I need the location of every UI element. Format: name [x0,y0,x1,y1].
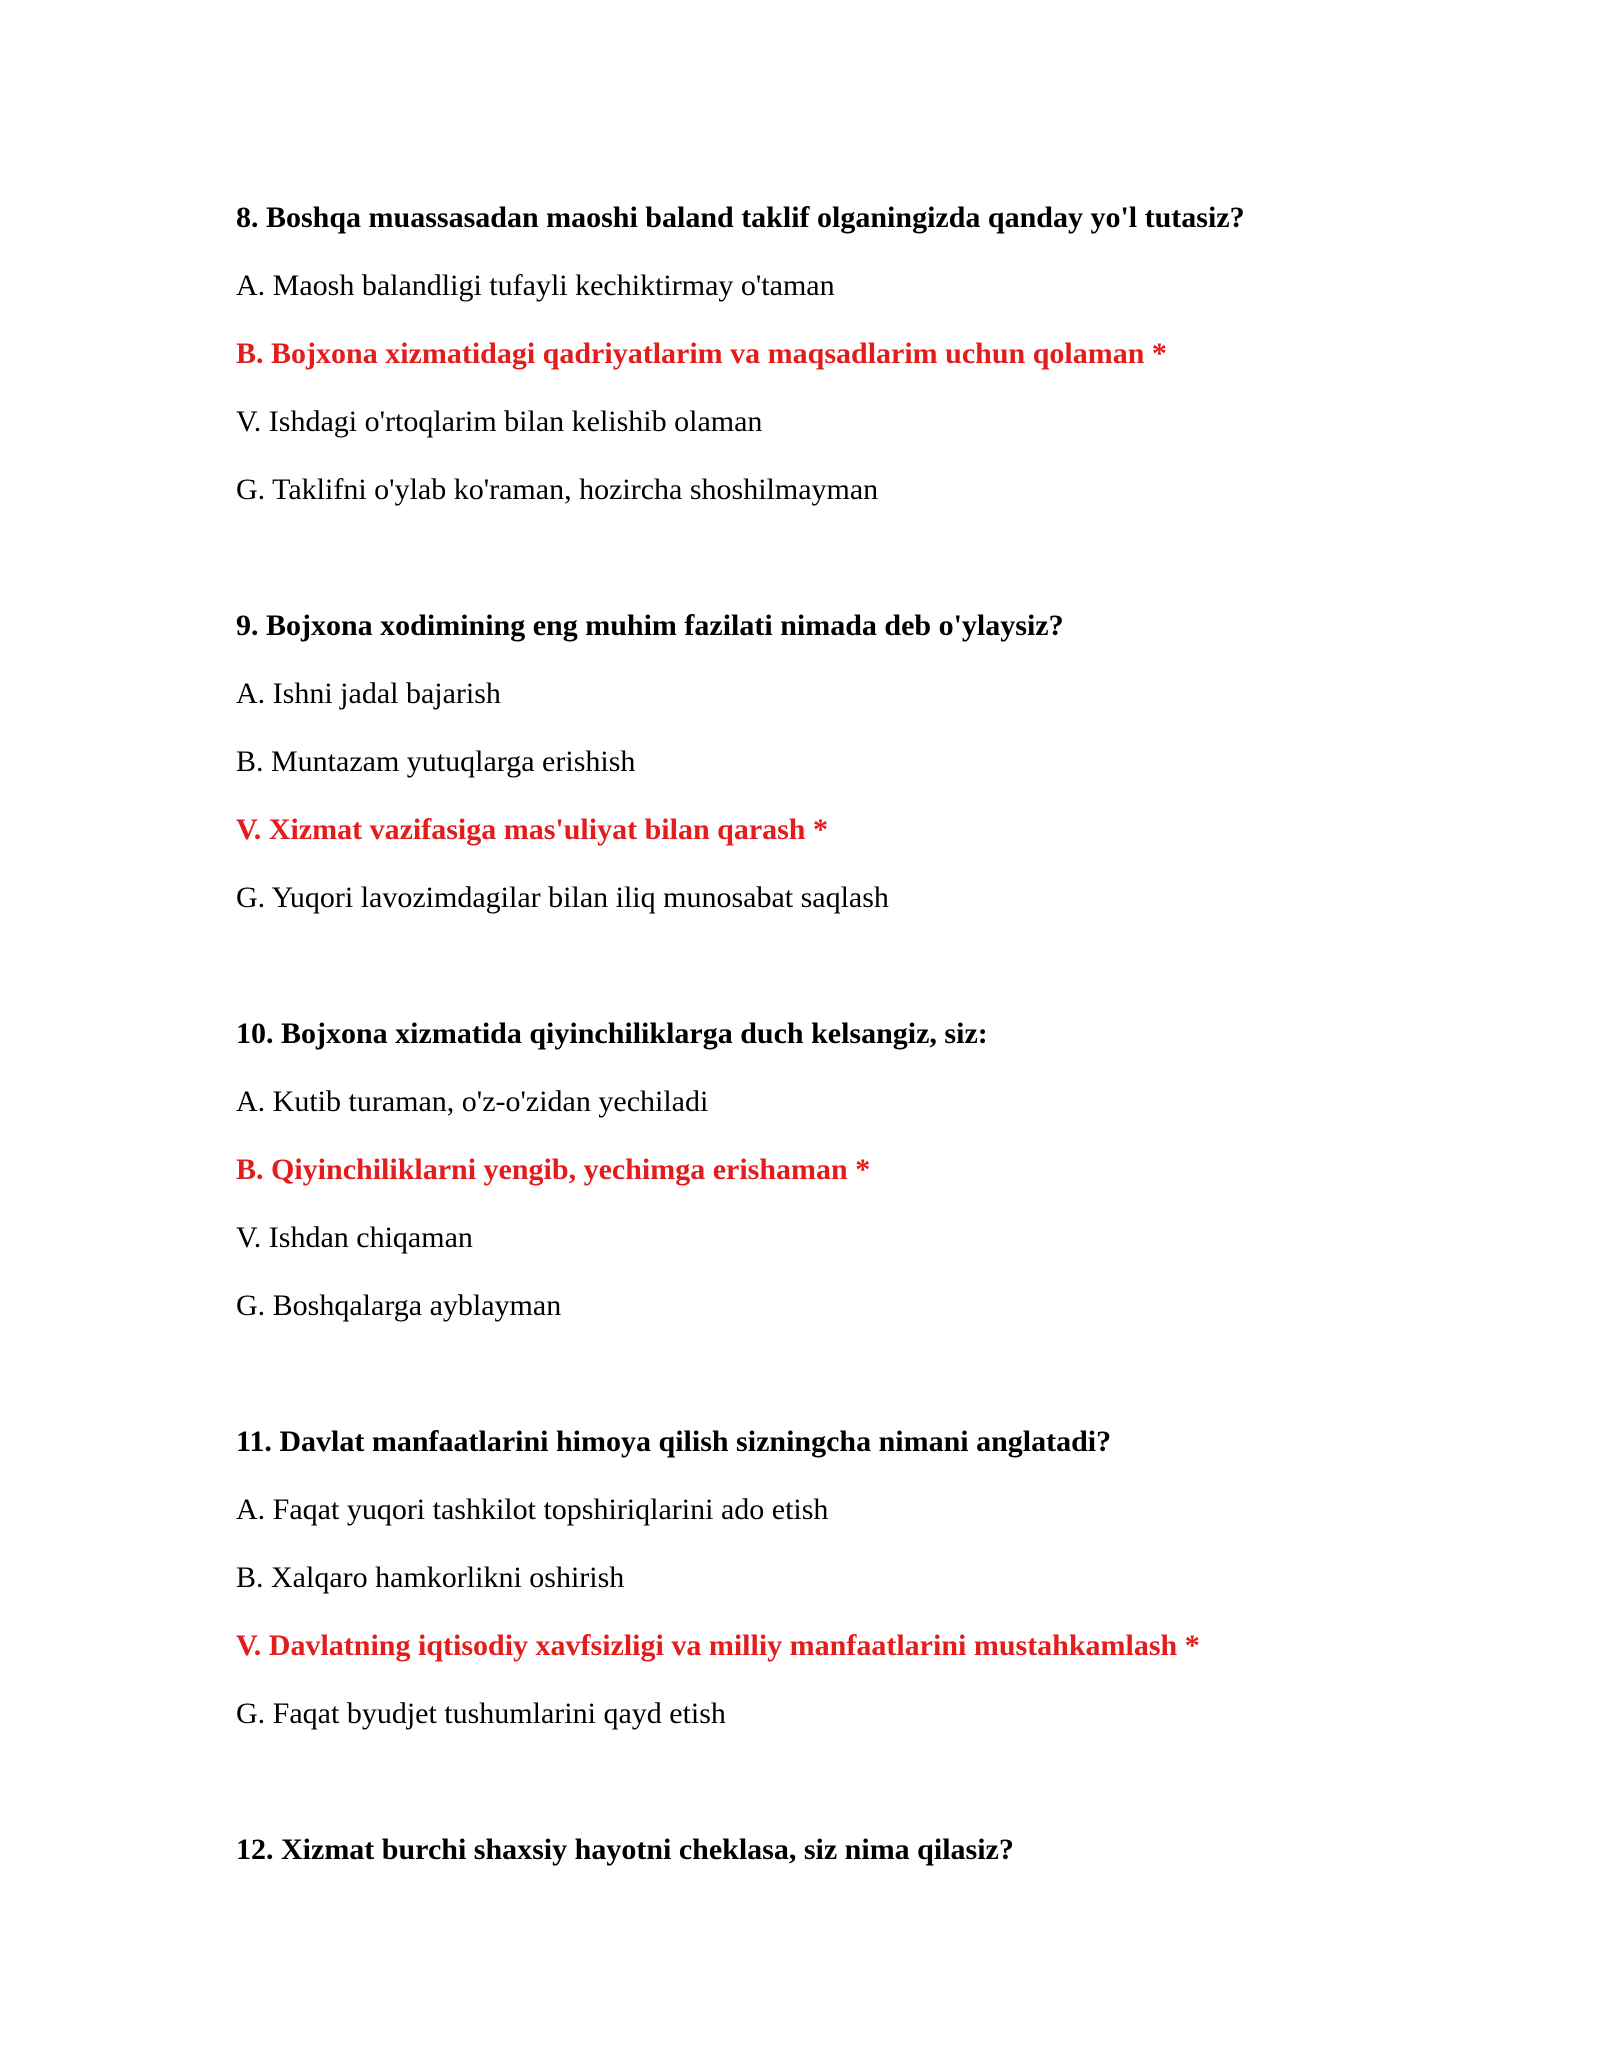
answer-option-g: G. Boshqalarga ayblayman [236,1289,562,1322]
answer-option-v-correct: V. Davlatning iqtisodiy xavfsizligi va milliy manfaatlarini mustahkamlash * [236,1629,1200,1662]
answer-option-b: B. Muntazam yutuqlarga erishish [236,745,636,778]
question-title: 8. Boshqa muassasadan maoshi baland taklif olganingizda qanday yo'l tutasiz? [236,201,1245,234]
question-title: 9. Bojxona xodimining eng muhim fazilati nimada deb o'ylaysiz? [236,609,1064,642]
question-title: 12. Xizmat burchi shaxsiy hayotni cheklasa, siz nima qilasiz? [236,1833,1014,1866]
answer-option-a: A. Kutib turaman, o'z-o'zidan yechiladi [236,1085,709,1118]
answer-option-a: A. Maosh balandligi tufayli kechiktirmay o'taman [236,269,835,302]
question-block-10 [236,1000,1436,1340]
answer-option-b-correct: B. Bojxona xizmatidagi qadriyatlarim va maqsadlarim uchun qolaman * [236,337,1167,370]
answer-option-b-correct: B. Qiyinchiliklarni yengib, yechimga erishaman * [236,1153,871,1186]
question-block-12 [236,1816,1436,1884]
answer-option-a: A. Ishni jadal bajarish [236,677,501,710]
answer-option-v: V. Ishdan chiqaman [236,1221,473,1254]
answer-option-g: G. Taklifni o'ylab ko'raman, hozircha shoshilmayman [236,473,879,506]
document-content [236,184,1436,1884]
answer-option-v: V. Ishdagi o'rtoqlarim bilan kelishib olaman [236,405,763,438]
answer-option-b: B. Xalqaro hamkorlikni oshirish [236,1561,625,1594]
question-block-8 [236,184,1436,524]
question-block-9 [236,592,1436,932]
answer-option-g: G. Faqat byudjet tushumlarini qayd etish [236,1697,726,1730]
question-block-11 [236,1408,1436,1748]
question-title: 11. Davlat manfaatlarini himoya qilish sizningcha nimani anglatadi? [236,1425,1112,1458]
answer-option-a: A. Faqat yuqori tashkilot topshiriqlarini ado etish [236,1493,829,1526]
question-title: 10. Bojxona xizmatida qiyinchiliklarga duch kelsangiz, siz: [236,1017,988,1050]
answer-option-g: G. Yuqori lavozimdagilar bilan iliq munosabat saqlash [236,881,889,914]
answer-option-v-correct: V. Xizmat vazifasiga mas'uliyat bilan qarash * [236,813,828,846]
